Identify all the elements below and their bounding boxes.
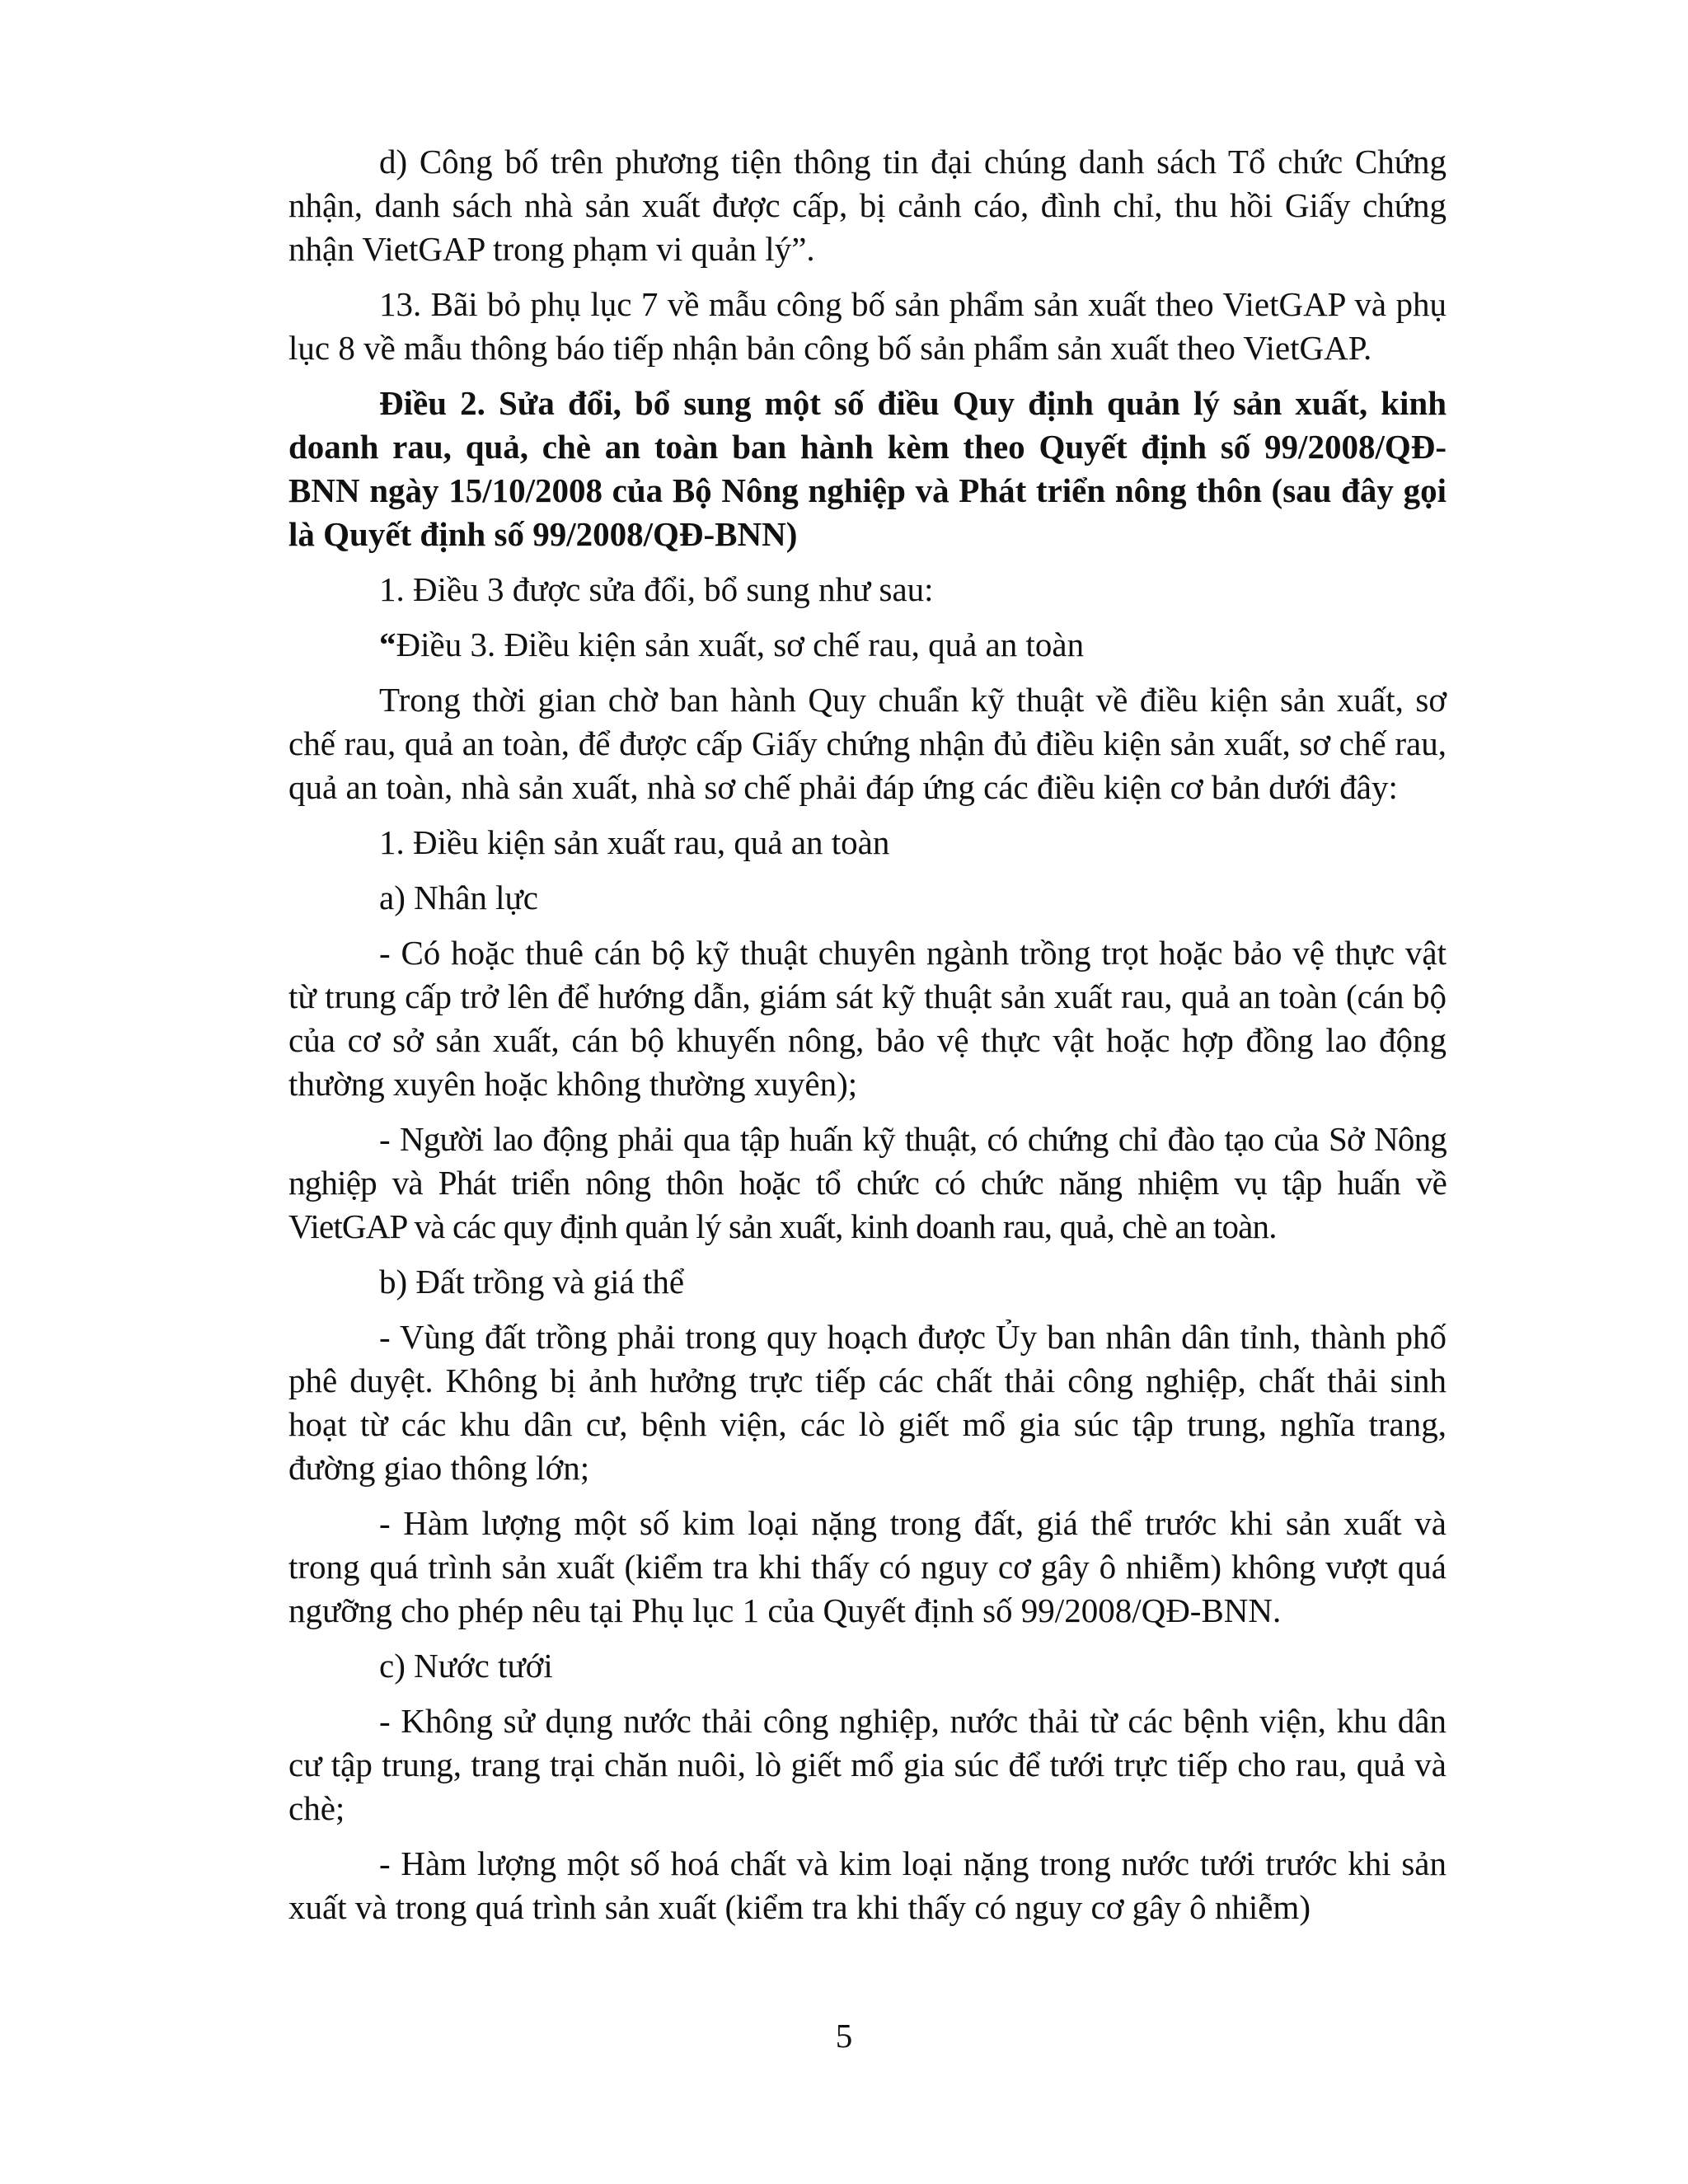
section-c-heading: c) Nước tưới — [379, 1647, 553, 1685]
section-b-heading: b) Đất trồng và giá thể — [379, 1263, 685, 1301]
article-3-title — [288, 623, 1447, 667]
paragraph-staff: - Có hoặc thuê cán bộ kỹ thuật chuyên ngành trồng trọt hoặc bảo vệ thực vật từ trung cấp trở lên để hướng dẫn, giám sát kỹ thuật sản xuất rau, quả an toàn (cán bộ của cơ sở sản xuất, cán bộ khuyến nông, bảo vệ thực vật hoặc hợp đồng lao động thường xuyên hoặc không thường xuyên); — [288, 934, 1447, 1103]
section-a-heading: a) Nhân lực — [379, 879, 538, 916]
paragraph-item-13: 13. Bãi bỏ phụ lục 7 về mẫu công bố sản phẩm sản xuất theo VietGAP và phụ lục 8 về mẫu thông báo tiếp nhận bản công bố sản phẩm sản xuất theo VietGAP. — [288, 285, 1447, 367]
document-page — [288, 140, 1447, 1941]
article-3-title-text: Điều 3. Điều kiện sản xuất, sơ chế rau, quả an toàn — [396, 626, 1085, 663]
paragraph-water-source: - Không sử dụng nước thải công nghiệp, nước thải từ các bệnh viện, khu dân cư tập trung, trang trại chăn nuôi, lò giết mổ gia súc để tưới trực tiếp cho rau, quả và chè; — [288, 1702, 1447, 1827]
section-1-heading: 1. Điều kiện sản xuất rau, quả an toàn — [379, 823, 890, 861]
paragraph-land-area: - Vùng đất trồng phải trong quy hoạch được Ủy ban nhân dân tỉnh, thành phố phê duyệt. Không bị ảnh hưởng trực tiếp các chất thải công nghiệp, chất thải sinh hoạt từ các khu dân cư, bệnh viện, các lò giết mổ gia súc tập trung, nghĩa trang, đường giao thông lớn; — [288, 1318, 1447, 1487]
paragraph-item-d: d) Công bố trên phương tiện thông tin đại chúng danh sách Tổ chức Chứng nhận, danh sách nhà sản xuất được cấp, bị cảnh cáo, đình chỉ, thu hồi Giấy chứng nhận VietGAP trong phạm vi quản lý”. — [288, 143, 1447, 268]
paragraph-intro: Trong thời gian chờ ban hành Quy chuẩn kỹ thuật về điều kiện sản xuất, sơ chế rau, quả an toàn, để được cấp Giấy chứng nhận đủ điều kiện sản xuất, sơ chế rau, quả an toàn, nhà sản xuất, nhà sơ chế phải đáp ứng các điều kiện cơ bản dưới đây: — [288, 681, 1447, 806]
article-2-heading: Điều 2. Sửa đổi, bổ sung một số điều Quy định quản lý sản xuất, kinh doanh rau, quả, chè an toàn ban hành kèm theo Quyết định số 99/2008/QĐ-BNN ngày 15/10/2008 của Bộ Nông nghiệp và Phát triển nông thôn (sau đây gọi là Quyết định số 99/2008/QĐ-BNN) — [288, 384, 1447, 553]
page-number: 5 — [835, 2017, 853, 2055]
opening-quote: “ — [379, 626, 396, 663]
paragraph-heavy-metals-water: - Hàm lượng một số hoá chất và kim loại nặng trong nước tưới trước khi sản xuất và trong quá trình sản xuất (kiểm tra khi thấy có nguy cơ gây ô nhiễm) — [288, 1844, 1447, 1926]
paragraph-amend-article-3: 1. Điều 3 được sửa đổi, bổ sung như sau: — [379, 570, 934, 608]
paragraph-heavy-metals-soil: - Hàm lượng một số kim loại nặng trong đất, giá thể trước khi sản xuất và trong quá trình sản xuất (kiểm tra khi thấy có nguy cơ gây ô nhiễm) không vượt quá ngưỡng cho phép nêu tại Phụ lục 1 của Quyết định số 99/2008/QĐ-BNN. — [288, 1504, 1447, 1629]
paragraph-workers: - Người lao động phải qua tập huấn kỹ thuật, có chứng chỉ đào tạo của Sở Nông nghiệp và Phát triển nông thôn hoặc tổ chức có chức năng nhiệm vụ tập huấn về VietGAP và các quy định quản lý sản xuất, kinh doanh rau, quả, chè an toàn. — [288, 1120, 1447, 1245]
